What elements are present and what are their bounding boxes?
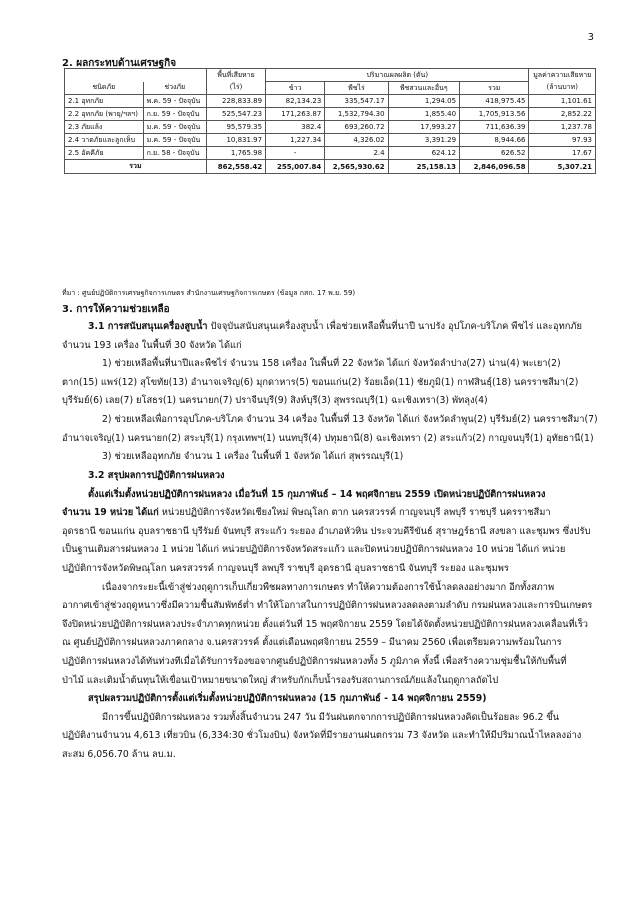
cell-period: ม.ค. 59 - ปัจจุบัน — [143, 134, 206, 147]
cell-period: ก.ย. 58 - ปัจจุบัน — [143, 147, 206, 160]
s32-para2-1: อากาศเข้าสู่ช่วงฤดูหนาวซึ่งมีความชื้นสัมพัทธ์ต่ำ ทำให้โอกาสในการปฏิบัติการฝนหลวงลดลงตามลำดับ กรมฝนหลวงและการบินเกษตร — [62, 600, 593, 612]
header-mbaht: (ล้านบาท) — [529, 82, 596, 95]
source-note: ที่มา : ศูนย์ปฏิบัติการเศรษฐกิจการเกษตร สำนักงานเศรษฐกิจการเกษตร (ข้อมูล กสก. 17 พ.ย. 59) — [62, 289, 356, 297]
cell-area: 1,765.98 — [206, 147, 265, 160]
s32-bold-1: ตั้งแต่เริ่มตั้งหน่วยปฏิบัติการฝนหลวง เมื่อวันที่ 15 กุมภาพันธ์ – 14 พฤศจิกายน 2559 เปิดหน่วยปฏิบัติการฝนหลวง — [88, 488, 546, 500]
cell-value: 1,237.78 — [529, 121, 596, 134]
cell-period: ก.ย. 59 - ปัจจุบัน — [143, 108, 206, 121]
cell-sum: 1,705,913.56 — [460, 108, 529, 121]
cell-area: 525,547.23 — [206, 108, 265, 121]
table-row — [65, 134, 596, 147]
cell-sum: 711,636.39 — [460, 121, 529, 134]
summary-line-2: สะสม 6,056.70 ล้าน ลบ.ม. — [62, 748, 176, 760]
cell-period: ม.ค. 59 - ปัจจุบัน — [143, 121, 206, 134]
cell-sum: 8,944.66 — [460, 134, 529, 147]
cell-area: 95,579.35 — [206, 121, 265, 134]
table-row — [65, 108, 596, 121]
cell-period: พ.ค. 59 - ปัจจุบัน — [143, 95, 206, 108]
s32-para2-0: เนื่องจากระยะนี้เข้าสู่ช่วงฤดูการเก็บเกี่ยวพืชผลทางการเกษตร ทำให้ความต้องการใช้น้ำลดลงอย่างมาก อีกทั้งสภาพ — [102, 581, 555, 593]
cell-garden: 624.12 — [388, 147, 459, 160]
p2-line-0: 2) ช่วยเหลือเพื่อการอุปโภค-บริโภค จำนวน 34 เครื่อง ในพื้นที่ 13 จังหวัด ได้แก่ จังหวัดลำพูน(2) บุรีรัมย์(2) นครราชสีมา(7) — [102, 413, 598, 425]
header-quantity: ปริมาณผลผลิต (ตัน) — [266, 69, 529, 82]
cell-value: 17.67 — [529, 147, 596, 160]
section-2-title: 2. ผลกระทบด้านเศรษฐกิจ — [62, 58, 177, 69]
s32-para2-3: ณ ศูนย์ปฏิบัติการฝนหลวงภาคกลาง จ.นครสวรรค์ ตั้งแต่เดือนพฤศจิกายน 2559 – มีนาคม 2560 เพื่อเตรียมความพร้อมในการ — [62, 637, 562, 649]
p2-line-1: อำนาจเจริญ(1) นครนายก(2) สระบุรี(1) กรุงเทพฯ(1) นนทบุรี(4) ปทุมธานี(8) ฉะเชิงเทรา (2) สระแก้ว(2) กาญจนบุรี(1) อุทัยธานี(1) — [62, 432, 594, 444]
s31-line1: ปัจจุบันสนับสนุนเครื่องสูบน้ำ เพื่อช่วยเหลือพื้นที่นาปี นาปรัง อุปโภค-บริโภค พืชไร่ และอุทกภัย — [207, 321, 582, 332]
header-sum: รวม — [460, 82, 529, 95]
p1-line-2: บุรีรัมย์(6) เลย(7) ยโสธร(1) นครนายก(7) ปราจีนบุรี(9) สิงห์บุรี(3) สุพรรณบุรี(1) ฉะเชิงเทรา(3) พัทลุง(4) — [62, 395, 488, 407]
cell-garden: 1,855.40 — [388, 108, 459, 121]
cell-rice: 82,134.23 — [266, 95, 325, 108]
header-period: ช่วงภัย — [143, 82, 206, 95]
section-3-2 — [62, 467, 598, 765]
cell-rice: 1,227.34 — [266, 134, 325, 147]
cell-value: 97.93 — [529, 134, 596, 147]
header-value: มูลค่าความเสียหาย — [529, 69, 596, 82]
table-header-row — [65, 82, 596, 95]
cell-field: 693,260.72 — [325, 121, 388, 134]
total-area: 862,558.42 — [206, 160, 265, 174]
cell-value: 1,101.61 — [529, 95, 596, 108]
cell-sum: 626.52 — [460, 147, 529, 160]
cell-type: 2.4 วาตภัยและลูกเห็บ — [65, 134, 144, 147]
cell-garden: 3,391.29 — [388, 134, 459, 147]
cell-field: 2.4 — [325, 147, 388, 160]
s32-line2-rest: หน่วยปฏิบัติการจังหวัดเชียงใหม่ พิษณุโลก ตาก นครสวรรค์ กาญจนบุรี ลพบุรี ราชบุรี นครราชสีมา — [158, 507, 551, 519]
header-area: พื้นที่เสียหาย — [206, 69, 265, 82]
s31-line2: จำนวน 193 เครื่อง ในพื้นที่ 30 จังหวัด ได้แก่ — [62, 339, 242, 351]
s32-heading: 3.2 สรุปผลการปฏิบัติการฝนหลวง — [88, 470, 225, 481]
summary-line-0: มีการขึ้นปฏิบัติการฝนหลวง รวมทั้งสิ้นจำนวน 247 วัน มีวันฝนตกจากการปฏิบัติการฝนหลวงคิดเป็นร้อยละ 96.2 ขึ้น — [102, 711, 560, 723]
total-rice: 255,007.84 — [266, 160, 325, 174]
section-3-1 — [62, 318, 598, 467]
page-number: 3 — [587, 32, 594, 43]
s32-line-1: เป็นฐานเติมสารฝนหลวง 1 หน่วย ได้แก่ หน่วยปฏิบัติการจังหวัดสระแก้ว และปิดหน่วยปฏิบัติการฝนหลวง 10 หน่วย ได้แก่ หน่วย — [62, 544, 566, 556]
damage-table — [64, 68, 596, 174]
summary-line-1: ปฏิบัติงานจำนวน 4,613 เที่ยวบิน (6,334:30 ชั่วโมงบิน) จังหวัดที่มีรายงานฝนตกรวม 73 จังหวัด และทำให้มีปริมาณน้ำไหลลงอ่าง — [62, 730, 582, 742]
summary-heading: สรุปผลรวมปฏิบัติการตั้งแต่เริ่มตั้งหน่วยปฏิบัติการฝนหลวง (15 กุมภาพันธ์ - 14 พฤศจิกายน 2559) — [88, 693, 487, 705]
header-garden: พืชสวนและอื่นๆ — [388, 82, 459, 95]
cell-rice: 382.4 — [266, 121, 325, 134]
cell-value: 2,852.22 — [529, 108, 596, 121]
total-value: 5,307.21 — [529, 160, 596, 174]
header-field: พืชไร่ — [325, 82, 388, 95]
total-garden: 25,158.13 — [388, 160, 459, 174]
cell-type: 2.1 อุทกภัย — [65, 95, 144, 108]
cell-field: 4,326.02 — [325, 134, 388, 147]
s32-line-0: อุดรธานี ขอนแก่น อุบลราชธานี บุรีรัมย์ จันทบุรี สระแก้ว ระยอง อำเภอหัวหิน ประจวบคีรีขันธ์ สุราษฎร์ธานี สงขลา และชุมพร ซึ่งปรับ — [62, 525, 591, 537]
cell-type: 2.5 อัคคีภัย — [65, 147, 144, 160]
table-header-row — [65, 69, 596, 82]
total-sum: 2,846,096.58 — [460, 160, 529, 174]
cell-area: 228,833.89 — [206, 95, 265, 108]
table-row — [65, 95, 596, 108]
p1-line-1: ตาก(15) แพร่(12) สุโขทัย(13) อำนาจเจริญ(6) มุกดาหาร(5) ขอนแก่น(2) ร้อยเอ็ด(11) ชัยภูมิ(1) กาฬสินธุ์(18) นครราชสีมา(2) — [62, 376, 579, 388]
cell-sum: 418,975.45 — [460, 95, 529, 108]
header-rai: (ไร่) — [206, 82, 265, 95]
cell-garden: 1,294.05 — [388, 95, 459, 108]
s31-heading: 3.1 การสนับสนุนเครื่องสูบน้ำ — [88, 321, 208, 332]
table-row — [65, 121, 596, 134]
table-total-row — [65, 160, 596, 174]
header-rice: ข้าว — [266, 82, 325, 95]
s32-para2-5: ป่าไม้ และเติมน้ำต้นทุนให้เขื่อนเป้าหมายขนาดใหญ่ สำหรับกักเก็บน้ำรองรับสถานการณ์ภัยแล้งในฤดูกาลถัดไป — [62, 674, 499, 686]
p3-line: 3) ช่วยเหลืออุทกภัย จำนวน 1 เครื่อง ในพื้นที่ 1 จังหวัด ได้แก่ สุพรรณบุรี(1) — [102, 451, 404, 463]
s32-line-2: ปฏิบัติการจังหวัดพิษณุโลก นครสวรรค์ กาญจนบุรี ลพบุรี ราชบุรี อุดรธานี อุบลราชธานี จันทบุรี ระยอง และชุมพร — [62, 562, 509, 574]
table-row — [65, 147, 596, 160]
cell-type: 2.2 อุทกภัย (พายุ/ฯลฯ) — [65, 108, 144, 121]
total-field: 2,565,930.62 — [325, 160, 388, 174]
p1-line-0: 1) ช่วยเหลือพื้นที่นาปีและพืชไร่ จำนวน 158 เครื่อง ในพื้นที่ 22 จังหวัด ได้แก่ จังหวัดลำปาง(27) น่าน(4) พะเยา(2) — [102, 358, 561, 370]
section-3-title: 3. การให้ความช่วยเหลือ — [62, 304, 170, 315]
cell-rice: - — [266, 147, 325, 160]
cell-rice: 171,263.87 — [266, 108, 325, 121]
cell-area: 10,831.97 — [206, 134, 265, 147]
s32-para2-4: ปฏิบัติการฝนหลวงได้ทันท่วงทีเมื่อได้รับการร้องขอจากศูนย์ปฏิบัติการฝนหลวงทั้ง 5 ภูมิภาค ทั้งนี้ เพื่อสร้างความชุ่มชื้นให้กับพื้นที่ — [62, 655, 567, 667]
cell-type: 2.3 ภัยแล้ง — [65, 121, 144, 134]
cell-field: 1,532,794.30 — [325, 108, 388, 121]
s32-bold-2: จำนวน 19 หน่วย ได้แก่ — [62, 507, 159, 519]
total-label: รวม — [65, 160, 207, 174]
header-type: ชนิดภัย — [65, 82, 144, 95]
cell-field: 335,547.17 — [325, 95, 388, 108]
s32-para2-2: จึงปิดหน่วยปฏิบัติการฝนหลวงประจำภาคทุกหน่วย ตั้งแต่วันที่ 15 พฤศจิกายน 2559 โดยได้จัดตั้งหน่วยปฏิบัติการฝนหลวงเคลื่อนที่เร็ว — [62, 618, 589, 630]
cell-garden: 17,993.27 — [388, 121, 459, 134]
